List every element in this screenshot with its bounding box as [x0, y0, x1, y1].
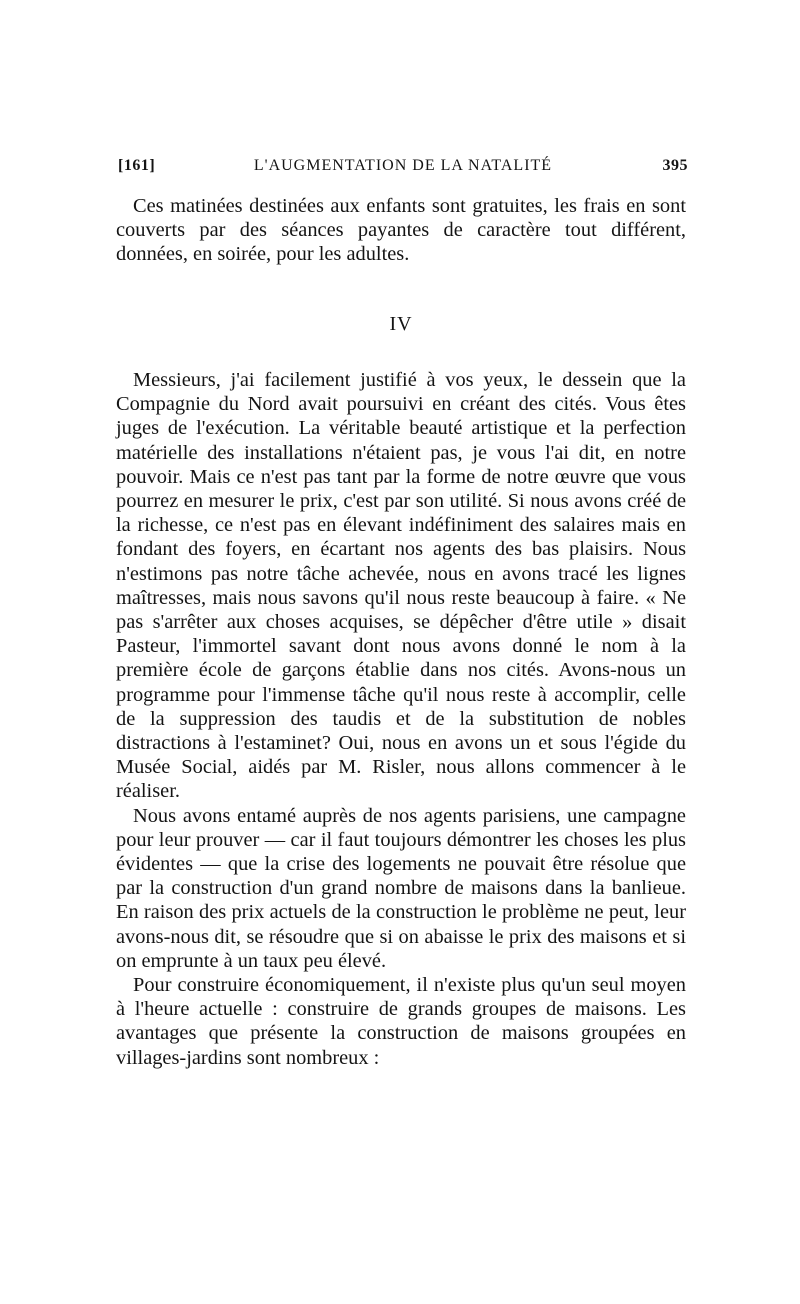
- paragraph: Pour construire économiquement, il n'existe plus qu'un seul moyen à l'heure actuelle : construire de grands groupes de maisons. Les avantages que présente la construction de maisons groupées en villages-jardins sont nombreux :: [116, 974, 686, 1069]
- running-title: L'AUGMENTATION DE LA NATALITÉ: [253, 157, 553, 174]
- paragraph: Messieurs, j'ai facilement justifié à vos yeux, le dessein que la Compagnie du Nord avait poursuivi en créant des cités. Vous êtes juges de l'exécution. La véritable beauté artistique et la perfection matérielle des installations n'étaient pas, je vous l'ai dit, en notre pouvoir. Mais ce n'est pas tant par la forme de notre œuvre que vous pourrez en mesurer le prix, c'est par son utilité. Si nous avons créé de la richesse, ce n'est pas en élevant indéfiniment des salaires mais en fondant des foyers, en écartant nos agents des bas plaisirs. Nous n'estimons pas notre tâche achevée, nous en avons tracé les lignes maîtresses, mais nous savons qu'il nous reste beaucoup à faire. « Ne pas s'arrêter aux choses acquises, se dépêcher d'être utile » disait Pasteur, l'immortel savant dont nous avons donné le nom à la première école de garçons établie dans nos cités. Avons-nous un programme pour l'immense tâche qu'il nous reste à accomplir, celle de la suppression des taudis et de la substitution de nobles distractions à l'estaminet? Oui, nous en avons un et sous l'égide du Musée Social, aidés par M. Risler, nous allons commencer à le réaliser.: [116, 369, 686, 803]
- main-text-block: [116, 368, 686, 1070]
- intro-text-block: [116, 194, 686, 267]
- folio-mark: [161]: [118, 157, 156, 174]
- running-header: [118, 157, 688, 183]
- intro-paragraph: Ces matinées destinées aux enfants sont gratuites, les frais en sont couverts par des séances payantes de caractère tout différent, données, en soirée, pour les adultes.: [116, 195, 686, 266]
- paragraph: Nous avons entamé auprès de nos agents parisiens, une campagne pour leur prouver — car il faut toujours démontrer les choses les plus évidentes — que la crise des logements ne pouvait être résolue que par la construction d'un grand nombre de maisons dans la banlieue. En raison des prix actuels de la construction le problème ne peut, leur avons-nous dit, se résoudre que si on abaisse le prix des maisons et si on emprunte à un taux peu élevé.: [116, 804, 686, 972]
- page-number: 395: [662, 157, 688, 174]
- section-number: IV: [389, 313, 413, 335]
